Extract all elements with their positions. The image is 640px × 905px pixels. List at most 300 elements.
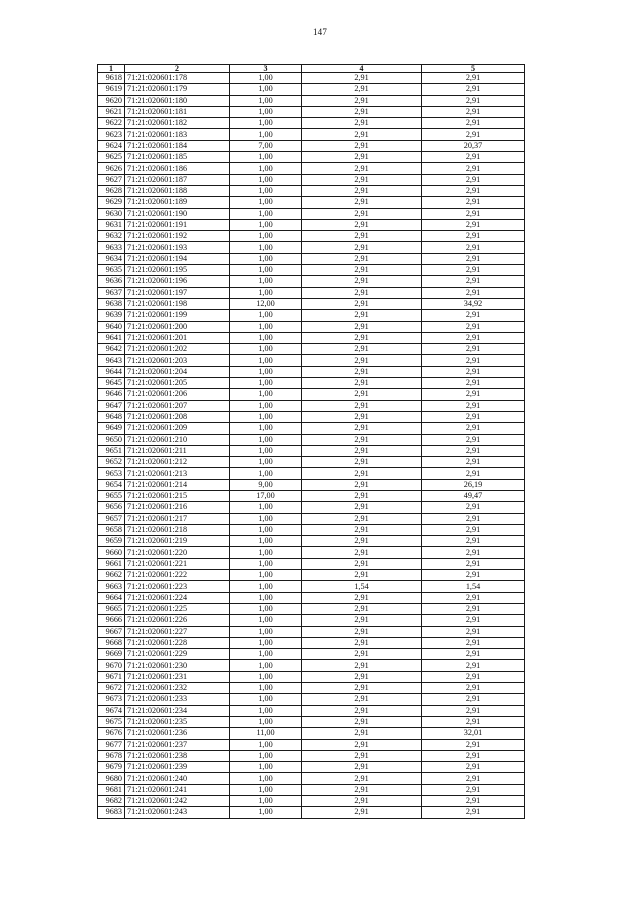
- column-4-cell: 2,91: [302, 637, 422, 648]
- column-3-cell: 1,00: [230, 389, 302, 400]
- column-5-cell: 2,91: [422, 649, 525, 660]
- column-4-cell: 2,91: [302, 603, 422, 614]
- row-number-cell: 9657: [98, 513, 125, 524]
- cadastral-number-cell: 71:21:020601:234: [125, 705, 230, 716]
- column-5-cell: 2,91: [422, 558, 525, 569]
- column-4-cell: 2,91: [302, 558, 422, 569]
- page-number: 147: [312, 27, 328, 37]
- row-number-cell: 9675: [98, 716, 125, 727]
- column-3-cell: 1,00: [230, 208, 302, 219]
- row-number-cell: 9634: [98, 253, 125, 264]
- column-4-cell: 2,91: [302, 344, 422, 355]
- column-5-cell: 2,91: [422, 536, 525, 547]
- column-3-cell: 1,00: [230, 705, 302, 716]
- row-number-cell: 9660: [98, 547, 125, 558]
- row-number-cell: 9679: [98, 762, 125, 773]
- column-4-cell: 2,91: [302, 231, 422, 242]
- table-row: [98, 366, 525, 377]
- column-4-cell: 2,91: [302, 378, 422, 389]
- cadastral-number-cell: 71:21:020601:206: [125, 389, 230, 400]
- column-5-cell: 2,91: [422, 547, 525, 558]
- row-number-cell: 9618: [98, 73, 125, 84]
- column-4-cell: 2,91: [302, 468, 422, 479]
- cadastral-number-cell: 71:21:020601:224: [125, 592, 230, 603]
- cadastral-number-cell: 71:21:020601:242: [125, 796, 230, 807]
- column-3-cell: 1,00: [230, 445, 302, 456]
- column-3-cell: 1,00: [230, 502, 302, 513]
- table-row: [98, 796, 525, 807]
- cadastral-number-cell: 71:21:020601:217: [125, 513, 230, 524]
- column-5-cell: 2,91: [422, 355, 525, 366]
- row-number-cell: 9649: [98, 423, 125, 434]
- column-5-cell: 2,91: [422, 773, 525, 784]
- column-3-cell: 1,00: [230, 411, 302, 422]
- row-number-cell: 9620: [98, 95, 125, 106]
- table-row: [98, 129, 525, 140]
- row-number-cell: 9644: [98, 366, 125, 377]
- table-row: [98, 298, 525, 309]
- row-number-cell: 9672: [98, 683, 125, 694]
- column-3-cell: 1,00: [230, 694, 302, 705]
- column-5-cell: 2,91: [422, 423, 525, 434]
- row-number-cell: 9680: [98, 773, 125, 784]
- column-4-cell: 2,91: [302, 140, 422, 151]
- column-3-cell: 1,00: [230, 683, 302, 694]
- cadastral-number-cell: 71:21:020601:179: [125, 84, 230, 95]
- column-5-cell: 2,91: [422, 84, 525, 95]
- row-number-cell: 9650: [98, 434, 125, 445]
- row-number-cell: 9670: [98, 660, 125, 671]
- column-3-cell: 1,00: [230, 592, 302, 603]
- column-5-cell: 2,91: [422, 276, 525, 287]
- column-4-cell: 2,91: [302, 298, 422, 309]
- column-5-cell: 2,91: [422, 378, 525, 389]
- table-row: [98, 118, 525, 129]
- table-row: [98, 400, 525, 411]
- column-5-cell: 2,91: [422, 253, 525, 264]
- column-3-cell: 1,00: [230, 344, 302, 355]
- row-number-cell: 9642: [98, 344, 125, 355]
- column-5-cell: 2,91: [422, 524, 525, 535]
- row-number-cell: 9631: [98, 219, 125, 230]
- table-row: [98, 694, 525, 705]
- column-5-cell: 2,91: [422, 242, 525, 253]
- column-5-cell: 2,91: [422, 694, 525, 705]
- column-3-cell: 1,00: [230, 265, 302, 276]
- column-3-cell: 1,00: [230, 310, 302, 321]
- table-row: [98, 502, 525, 513]
- column-3-cell: 1,00: [230, 152, 302, 163]
- column-5-cell: 2,91: [422, 321, 525, 332]
- table-row: [98, 468, 525, 479]
- cadastral-number-cell: 71:21:020601:191: [125, 219, 230, 230]
- row-number-cell: 9653: [98, 468, 125, 479]
- row-number-cell: 9683: [98, 807, 125, 818]
- column-5-cell: 2,91: [422, 513, 525, 524]
- cadastral-number-cell: 71:21:020601:209: [125, 423, 230, 434]
- column-3-cell: 1,00: [230, 570, 302, 581]
- cadastral-number-cell: 71:21:020601:233: [125, 694, 230, 705]
- column-3-cell: 1,00: [230, 547, 302, 558]
- column-4-cell: 2,91: [302, 762, 422, 773]
- column-5-cell: 2,91: [422, 705, 525, 716]
- column-4-cell: 2,91: [302, 615, 422, 626]
- row-number-cell: 9627: [98, 174, 125, 185]
- column-3-cell: 1,00: [230, 276, 302, 287]
- table-row: [98, 536, 525, 547]
- row-number-cell: 9645: [98, 378, 125, 389]
- cadastral-number-cell: 71:21:020601:184: [125, 140, 230, 151]
- cadastral-number-cell: 71:21:020601:181: [125, 106, 230, 117]
- column-4-cell: 2,91: [302, 163, 422, 174]
- column-4-cell: 2,91: [302, 423, 422, 434]
- column-5-cell: 2,91: [422, 411, 525, 422]
- cadastral-number-cell: 71:21:020601:194: [125, 253, 230, 264]
- table-row: [98, 716, 525, 727]
- table-row: [98, 95, 525, 106]
- column-3-cell: 1,00: [230, 423, 302, 434]
- table-row: [98, 649, 525, 660]
- column-4-cell: 2,91: [302, 547, 422, 558]
- cadastral-number-cell: 71:21:020601:221: [125, 558, 230, 569]
- column-3-cell: 1,00: [230, 400, 302, 411]
- table-row: [98, 152, 525, 163]
- table-row: [98, 671, 525, 682]
- table-row: [98, 490, 525, 501]
- table-row: [98, 524, 525, 535]
- column-5-cell: 2,91: [422, 592, 525, 603]
- column-5-cell: 2,91: [422, 185, 525, 196]
- row-number-cell: 9661: [98, 558, 125, 569]
- column-3-cell: 1,00: [230, 106, 302, 117]
- table-row: [98, 197, 525, 208]
- column-5-cell: 2,91: [422, 502, 525, 513]
- column-4-cell: 2,91: [302, 502, 422, 513]
- data-table: [97, 64, 525, 819]
- row-number-cell: 9626: [98, 163, 125, 174]
- table-row: [98, 174, 525, 185]
- column-5-cell: 2,91: [422, 660, 525, 671]
- row-number-cell: 9658: [98, 524, 125, 535]
- column-3-cell: 9,00: [230, 479, 302, 490]
- table-row: [98, 773, 525, 784]
- column-5-cell: 2,91: [422, 434, 525, 445]
- column-4-cell: 2,91: [302, 671, 422, 682]
- row-number-cell: 9652: [98, 457, 125, 468]
- column-3-cell: 1,00: [230, 185, 302, 196]
- cadastral-number-cell: 71:21:020601:178: [125, 73, 230, 84]
- column-3-cell: 1,00: [230, 739, 302, 750]
- row-number-cell: 9665: [98, 603, 125, 614]
- cadastral-number-cell: 71:21:020601:208: [125, 411, 230, 422]
- row-number-cell: 9671: [98, 671, 125, 682]
- column-5-cell: 2,91: [422, 784, 525, 795]
- column-4-cell: 2,91: [302, 479, 422, 490]
- column-4-cell: 2,91: [302, 95, 422, 106]
- row-number-cell: 9674: [98, 705, 125, 716]
- cadastral-number-cell: 71:21:020601:227: [125, 626, 230, 637]
- row-number-cell: 9630: [98, 208, 125, 219]
- cadastral-number-cell: 71:21:020601:239: [125, 762, 230, 773]
- column-4-cell: 2,91: [302, 73, 422, 84]
- column-3-cell: 1,00: [230, 242, 302, 253]
- cadastral-number-cell: 71:21:020601:230: [125, 660, 230, 671]
- row-number-cell: 9622: [98, 118, 125, 129]
- column-4-cell: 2,91: [302, 321, 422, 332]
- column-3-cell: 1,00: [230, 73, 302, 84]
- column-3-cell: 1,00: [230, 716, 302, 727]
- cadastral-number-cell: 71:21:020601:225: [125, 603, 230, 614]
- table-header: [98, 65, 525, 73]
- table-row: [98, 457, 525, 468]
- column-header-2: 2: [125, 65, 230, 73]
- row-number-cell: 9662: [98, 570, 125, 581]
- column-4-cell: 2,91: [302, 490, 422, 501]
- cadastral-number-cell: 71:21:020601:226: [125, 615, 230, 626]
- row-number-cell: 9659: [98, 536, 125, 547]
- row-number-cell: 9637: [98, 287, 125, 298]
- cadastral-number-cell: 71:21:020601:238: [125, 750, 230, 761]
- column-3-cell: 7,00: [230, 140, 302, 151]
- row-number-cell: 9656: [98, 502, 125, 513]
- table-row: [98, 750, 525, 761]
- column-3-cell: 1,00: [230, 615, 302, 626]
- column-3-cell: 1,00: [230, 95, 302, 106]
- cadastral-number-cell: 71:21:020601:222: [125, 570, 230, 581]
- column-5-cell: 2,91: [422, 762, 525, 773]
- column-4-cell: 2,91: [302, 784, 422, 795]
- row-number-cell: 9647: [98, 400, 125, 411]
- row-number-cell: 9663: [98, 581, 125, 592]
- column-4-cell: 2,91: [302, 129, 422, 140]
- column-5-cell: 2,91: [422, 265, 525, 276]
- cadastral-number-cell: 71:21:020601:203: [125, 355, 230, 366]
- header-row: [98, 65, 525, 73]
- table-row: [98, 683, 525, 694]
- row-number-cell: 9668: [98, 637, 125, 648]
- cadastral-number-cell: 71:21:020601:243: [125, 807, 230, 818]
- cadastral-number-cell: 71:21:020601:189: [125, 197, 230, 208]
- row-number-cell: 9623: [98, 129, 125, 140]
- column-3-cell: 1,00: [230, 603, 302, 614]
- column-5-cell: 2,91: [422, 106, 525, 117]
- cadastral-number-cell: 71:21:020601:214: [125, 479, 230, 490]
- table-row: [98, 762, 525, 773]
- cadastral-number-cell: 71:21:020601:188: [125, 185, 230, 196]
- column-5-cell: 2,91: [422, 637, 525, 648]
- row-number-cell: 9664: [98, 592, 125, 603]
- cadastral-number-cell: 71:21:020601:192: [125, 231, 230, 242]
- row-number-cell: 9666: [98, 615, 125, 626]
- row-number-cell: 9667: [98, 626, 125, 637]
- column-4-cell: 2,91: [302, 208, 422, 219]
- row-number-cell: 9621: [98, 106, 125, 117]
- column-4-cell: 2,91: [302, 253, 422, 264]
- column-5-cell: 2,91: [422, 671, 525, 682]
- row-number-cell: 9655: [98, 490, 125, 501]
- table-row: [98, 615, 525, 626]
- column-3-cell: 1,00: [230, 434, 302, 445]
- column-3-cell: 1,00: [230, 796, 302, 807]
- row-number-cell: 9651: [98, 445, 125, 456]
- cadastral-number-cell: 71:21:020601:223: [125, 581, 230, 592]
- cadastral-number-cell: 71:21:020601:213: [125, 468, 230, 479]
- column-3-cell: 1,00: [230, 513, 302, 524]
- cadastral-number-cell: 71:21:020601:235: [125, 716, 230, 727]
- column-3-cell: 1,00: [230, 174, 302, 185]
- row-number-cell: 9682: [98, 796, 125, 807]
- cadastral-number-cell: 71:21:020601:182: [125, 118, 230, 129]
- column-5-cell: 2,91: [422, 287, 525, 298]
- column-3-cell: 1,00: [230, 649, 302, 660]
- table-row: [98, 558, 525, 569]
- column-5-cell: 2,91: [422, 73, 525, 84]
- column-3-cell: 1,00: [230, 524, 302, 535]
- column-3-cell: 17,00: [230, 490, 302, 501]
- cadastral-number-cell: 71:21:020601:183: [125, 129, 230, 140]
- column-3-cell: 1,00: [230, 558, 302, 569]
- table-row: [98, 378, 525, 389]
- table-row: [98, 355, 525, 366]
- table-row: [98, 581, 525, 592]
- row-number-cell: 9640: [98, 321, 125, 332]
- row-number-cell: 9629: [98, 197, 125, 208]
- column-4-cell: 2,91: [302, 276, 422, 287]
- row-number-cell: 9678: [98, 750, 125, 761]
- table-row: [98, 705, 525, 716]
- column-4-cell: 2,91: [302, 174, 422, 185]
- table-row: [98, 84, 525, 95]
- cadastral-number-cell: 71:21:020601:210: [125, 434, 230, 445]
- cadastral-number-cell: 71:21:020601:198: [125, 298, 230, 309]
- table-row: [98, 265, 525, 276]
- cadastral-number-cell: 71:21:020601:231: [125, 671, 230, 682]
- cadastral-number-cell: 71:21:020601:185: [125, 152, 230, 163]
- table-row: [98, 570, 525, 581]
- row-number-cell: 9677: [98, 739, 125, 750]
- row-number-cell: 9648: [98, 411, 125, 422]
- column-5-cell: 34,92: [422, 298, 525, 309]
- table-row: [98, 592, 525, 603]
- column-4-cell: 2,91: [302, 400, 422, 411]
- cadastral-number-cell: 71:21:020601:205: [125, 378, 230, 389]
- cadastral-number-cell: 71:21:020601:195: [125, 265, 230, 276]
- column-header-4: 4: [302, 65, 422, 73]
- table-row: [98, 784, 525, 795]
- column-4-cell: 2,91: [302, 219, 422, 230]
- column-5-cell: 2,91: [422, 615, 525, 626]
- column-4-cell: 2,91: [302, 389, 422, 400]
- table-row: [98, 231, 525, 242]
- column-3-cell: 1,00: [230, 762, 302, 773]
- column-3-cell: 1,00: [230, 332, 302, 343]
- column-4-cell: 2,91: [302, 716, 422, 727]
- table-row: [98, 276, 525, 287]
- cadastral-number-cell: 71:21:020601:196: [125, 276, 230, 287]
- column-4-cell: 2,91: [302, 197, 422, 208]
- cadastral-number-cell: 71:21:020601:228: [125, 637, 230, 648]
- table-row: [98, 344, 525, 355]
- cadastral-number-cell: 71:21:020601:241: [125, 784, 230, 795]
- table-row: [98, 547, 525, 558]
- cadastral-number-cell: 71:21:020601:219: [125, 536, 230, 547]
- column-3-cell: 1,00: [230, 355, 302, 366]
- table-row: [98, 479, 525, 490]
- cadastral-number-cell: 71:21:020601:202: [125, 344, 230, 355]
- column-4-cell: 2,91: [302, 728, 422, 739]
- column-header-1: 1: [98, 65, 125, 73]
- column-4-cell: 2,91: [302, 457, 422, 468]
- table-row: [98, 739, 525, 750]
- column-3-cell: 1,00: [230, 457, 302, 468]
- row-number-cell: 9643: [98, 355, 125, 366]
- column-3-cell: 11,00: [230, 728, 302, 739]
- column-3-cell: 1,00: [230, 626, 302, 637]
- table-row: [98, 637, 525, 648]
- table-row: [98, 445, 525, 456]
- table-row: [98, 185, 525, 196]
- column-4-cell: 2,91: [302, 332, 422, 343]
- column-4-cell: 2,91: [302, 118, 422, 129]
- cadastral-number-cell: 71:21:020601:207: [125, 400, 230, 411]
- cadastral-number-cell: 71:21:020601:218: [125, 524, 230, 535]
- column-3-cell: 1,00: [230, 660, 302, 671]
- column-3-cell: 1,00: [230, 750, 302, 761]
- cadastral-number-cell: 71:21:020601:212: [125, 457, 230, 468]
- column-3-cell: 1,00: [230, 366, 302, 377]
- row-number-cell: 9641: [98, 332, 125, 343]
- column-4-cell: 2,91: [302, 705, 422, 716]
- column-5-cell: 2,91: [422, 231, 525, 242]
- column-5-cell: 2,91: [422, 716, 525, 727]
- column-3-cell: 1,00: [230, 253, 302, 264]
- table-row: [98, 106, 525, 117]
- row-number-cell: 9638: [98, 298, 125, 309]
- cadastral-number-cell: 71:21:020601:216: [125, 502, 230, 513]
- column-4-cell: 2,91: [302, 796, 422, 807]
- column-5-cell: 2,91: [422, 152, 525, 163]
- column-5-cell: 49,47: [422, 490, 525, 501]
- column-5-cell: 2,91: [422, 332, 525, 343]
- row-number-cell: 9633: [98, 242, 125, 253]
- table-row: [98, 208, 525, 219]
- column-5-cell: 32,01: [422, 728, 525, 739]
- column-4-cell: 2,91: [302, 434, 422, 445]
- row-number-cell: 9669: [98, 649, 125, 660]
- table-row: [98, 253, 525, 264]
- column-5-cell: 2,91: [422, 389, 525, 400]
- column-4-cell: 2,91: [302, 513, 422, 524]
- row-number-cell: 9636: [98, 276, 125, 287]
- column-4-cell: 2,91: [302, 287, 422, 298]
- cadastral-number-cell: 71:21:020601:240: [125, 773, 230, 784]
- column-4-cell: 2,91: [302, 411, 422, 422]
- column-4-cell: 2,91: [302, 106, 422, 117]
- column-4-cell: 2,91: [302, 242, 422, 253]
- table-row: [98, 513, 525, 524]
- column-4-cell: 2,91: [302, 683, 422, 694]
- column-5-cell: 2,91: [422, 603, 525, 614]
- table-row: [98, 287, 525, 298]
- column-3-cell: 1,00: [230, 231, 302, 242]
- row-number-cell: 9654: [98, 479, 125, 490]
- column-4-cell: 2,91: [302, 152, 422, 163]
- column-5-cell: 2,91: [422, 310, 525, 321]
- column-4-cell: 2,91: [302, 185, 422, 196]
- cadastral-number-cell: 71:21:020601:187: [125, 174, 230, 185]
- column-4-cell: 1,54: [302, 581, 422, 592]
- column-5-cell: 2,91: [422, 750, 525, 761]
